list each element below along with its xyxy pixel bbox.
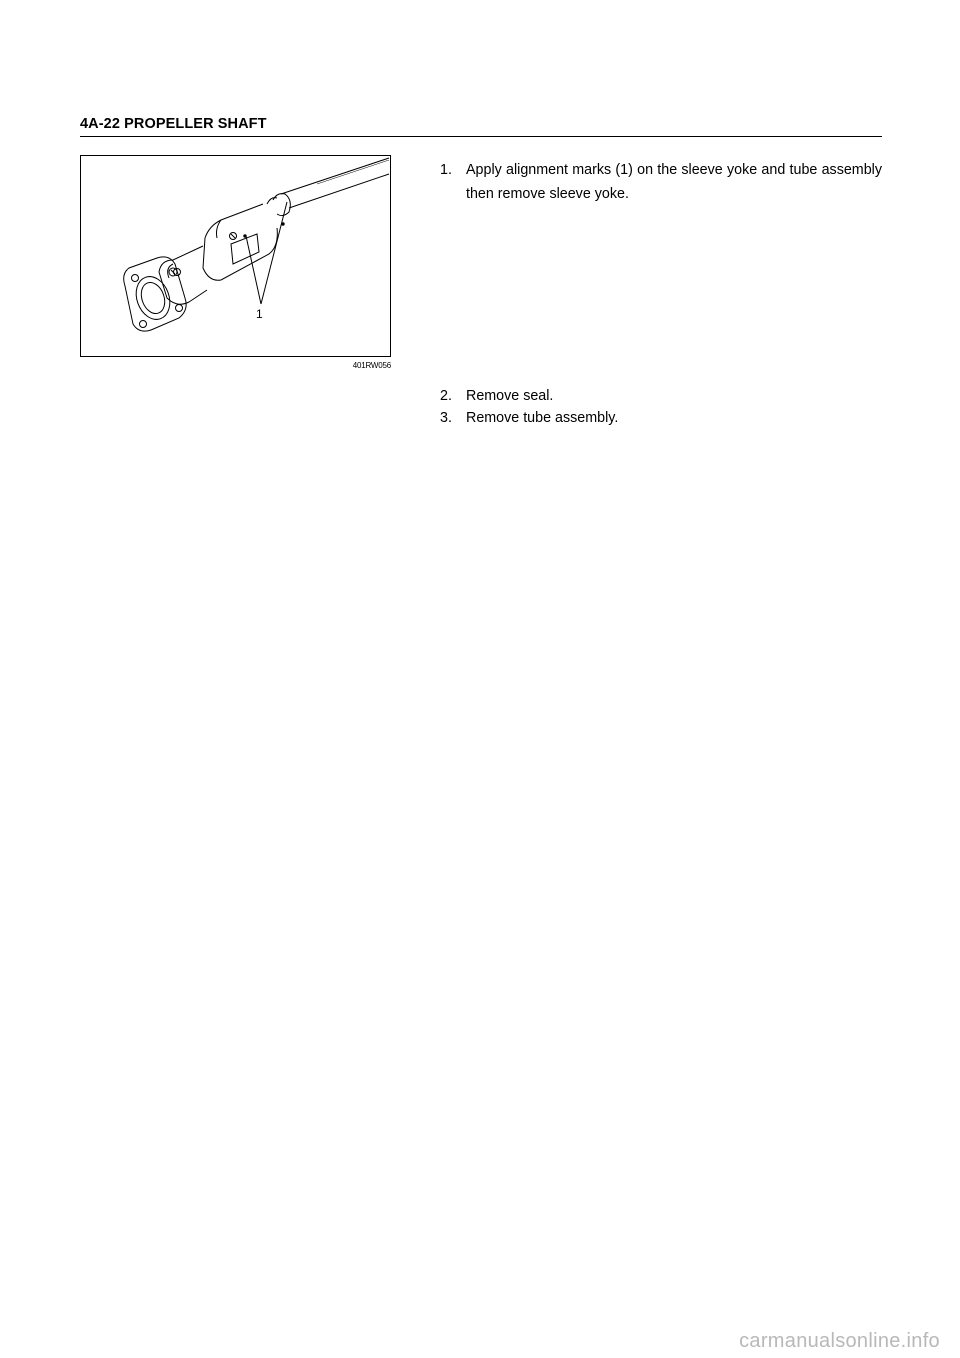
step-text: Remove tube assembly. xyxy=(466,410,619,426)
page-title: 4A-22 PROPELLER SHAFT xyxy=(80,116,267,132)
callout-label: 1 xyxy=(256,307,263,321)
step-number: 2. xyxy=(440,388,452,404)
step-number: 1. xyxy=(440,162,452,178)
propeller-shaft-illustration xyxy=(80,155,391,357)
watermark: carmanualsonline.info xyxy=(739,1330,940,1352)
shaft-drawing xyxy=(81,156,392,358)
figure-caption: 401RW056 xyxy=(352,361,391,370)
step-text: Remove seal. xyxy=(466,388,554,404)
step-text: Apply alignment marks (1) on the sleeve yoke and tube assembly then remove sleeve yoke. xyxy=(466,162,882,202)
step-number: 3. xyxy=(440,410,452,426)
page-header xyxy=(80,116,882,137)
